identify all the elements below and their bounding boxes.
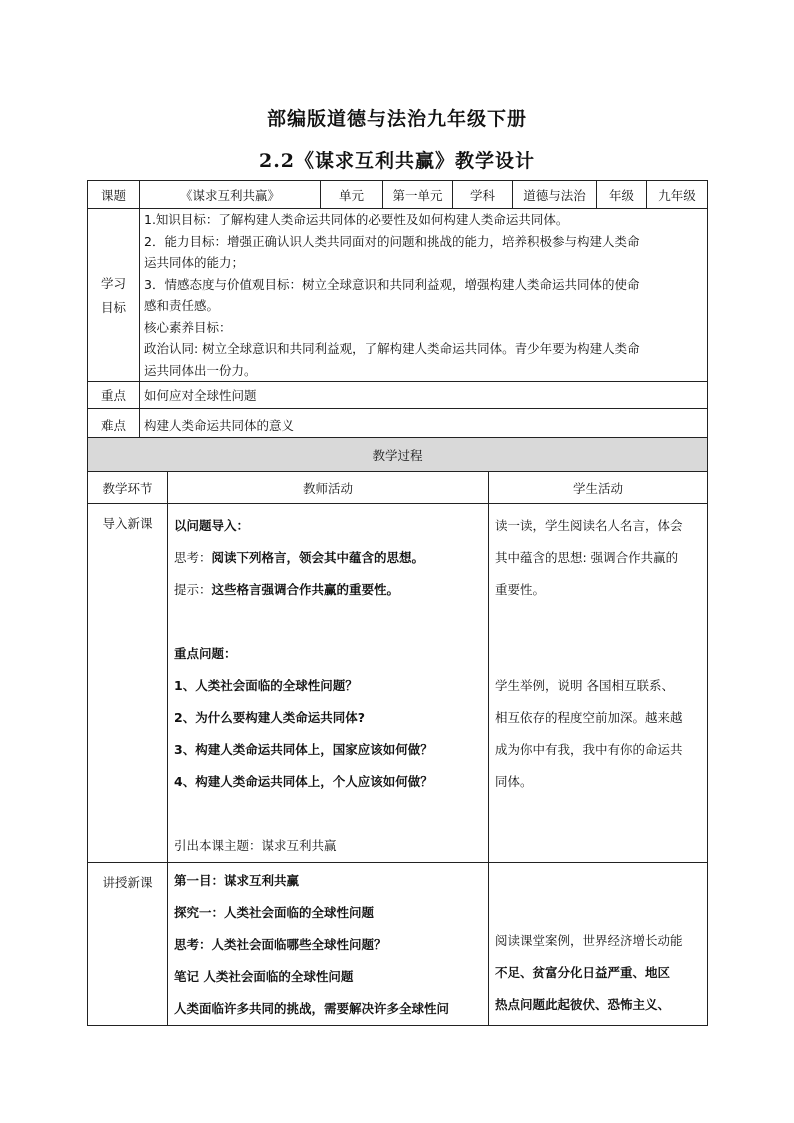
process-header-row	[88, 438, 708, 472]
goal-line: 核心素养目标：	[144, 319, 232, 335]
student-line: 学生举例，说明 各国相互联系、	[495, 678, 674, 693]
intro-teacher-activity	[168, 504, 489, 863]
goal-line: 2．能力目标：增强正确认识人类共同面对的问题和挑战的能力，培养积极参与构建人类命	[144, 233, 640, 249]
intro-teacher-line	[174, 542, 482, 574]
student-line: 成为你中有我，我中有你的命运共	[495, 742, 683, 757]
intro-teacher-line	[174, 574, 482, 606]
goals-label	[88, 209, 140, 382]
intro-teacher-line: 1、人类社会面临的全球性问题？	[174, 678, 358, 693]
document-title-line2: 2.2《谋求互利共赢》教学设计	[258, 150, 536, 172]
lecture-stage: 讲授新课	[88, 863, 168, 1026]
goal-line: 感和责任感。	[144, 298, 220, 313]
lecture-teacher-line: 思考：人类社会面临哪些全球性问题？	[174, 937, 387, 952]
goals-label-line2: 目标	[100, 300, 126, 315]
student-line: 读一读，学生阅读名人名言，体会	[495, 518, 683, 533]
intro-teacher-line: 2、为什么要构建人类命运共同体?	[174, 710, 365, 725]
keti-value: 《谋求互利共赢》	[140, 181, 321, 209]
goal-line: 3．情感态度与价值观目标：树立全球意识和共同利益观，增强构建人类命运共同体的使命	[144, 276, 640, 292]
key-point-row	[88, 382, 708, 409]
intro-teacher-line: 4、构建人类命运共同体上，个人应该如何做？	[174, 774, 433, 789]
intro-teacher-line: 以问题导入：	[174, 518, 250, 533]
intro-teacher-line: 3、构建人类命运共同体上，国家应该如何做？	[174, 742, 433, 757]
goals-label-line1: 学习	[100, 276, 126, 291]
goals-row	[88, 209, 708, 382]
intro-teacher-line: 重点问题：	[174, 646, 237, 661]
process-columns-row	[88, 472, 708, 504]
goal-line: 1.知识目标：了解构建人类命运共同体的必要性及如何构建人类命运共同体。	[144, 212, 569, 227]
student-line: 相互依存的程度空前加深。越来越	[495, 710, 683, 725]
hint-prefix: 提示：	[174, 582, 212, 597]
lecture-teacher-activity	[168, 863, 489, 1026]
lecture-student-activity	[489, 863, 708, 1026]
info-row	[88, 181, 708, 209]
lesson-info-table	[87, 180, 708, 441]
xueke-value: 道德与法治	[513, 181, 597, 209]
student-line-part: 阅读课堂案例，世界经济增长动能	[495, 933, 683, 948]
think-prefix: 思考：	[174, 550, 212, 565]
intro-stage: 导入新课	[88, 504, 168, 863]
xueke-label: 学科	[453, 181, 513, 209]
spacer	[174, 798, 482, 830]
danyuan-value: 第一单元	[383, 181, 453, 209]
difficult-point-label: 难点	[88, 409, 140, 441]
student-line: 不足、贫富分化日益严重、地区	[495, 965, 671, 980]
lecture-teacher-line: 探究一：人类社会面临的全球性问题	[174, 905, 375, 920]
student-line	[495, 925, 701, 957]
keti-label: 课题	[88, 181, 140, 209]
col-student-header: 学生活动	[489, 472, 708, 504]
col-stage-header: 教学环节	[88, 472, 168, 504]
spacer	[495, 606, 701, 670]
student-line: 热点问题此起彼伏、恐怖主义、	[495, 997, 671, 1012]
lecture-teacher-line: 笔记 人类社会面临的全球性问题	[174, 969, 354, 984]
intro-teacher-line: 引出本课主题：谋求互利共赢	[174, 838, 337, 853]
lecture-row	[88, 863, 708, 1026]
process-header: 教学过程	[88, 438, 708, 472]
goals-content	[140, 209, 708, 382]
danyuan-label: 单元	[321, 181, 383, 209]
teaching-process-table	[87, 437, 708, 1026]
spacer	[174, 606, 482, 638]
student-line: 同体。	[495, 774, 533, 789]
think-text: 阅读下列格言，领会其中蕴含的思想。	[211, 550, 425, 565]
goal-line: 运共同体的能力；	[144, 255, 245, 270]
difficult-point-row	[88, 409, 708, 441]
student-line: 其中蕴含的思想: 强调合作共赢的	[495, 550, 679, 565]
student-line: 重要性。	[495, 582, 546, 597]
key-point-label: 重点	[88, 382, 140, 409]
nianji-label: 年级	[597, 181, 647, 209]
key-point-value: 如何应对全球性问题	[140, 382, 708, 409]
lecture-teacher-line: 人类面临许多共同的挑战，需要解决许多全球性问	[174, 1001, 450, 1016]
hint-text: 这些格言强调合作共赢的重要性。	[211, 582, 400, 597]
col-teacher-header: 教师活动	[168, 472, 489, 504]
difficult-point-value: 构建人类命运共同体的意义	[140, 409, 708, 441]
intro-row	[88, 504, 708, 863]
intro-student-activity	[489, 504, 708, 863]
lecture-teacher-line: 第一目：谋求互利共赢	[174, 873, 300, 888]
goal-line: 政治认同: 树立全球意识和共同利益观，了解构建人类命运共同体。青少年要为构建人类命	[144, 341, 640, 356]
goal-line: 运共同体出一份力。	[144, 362, 257, 378]
nianji-value: 九年级	[647, 181, 708, 209]
document-title-line1: 部编版道德与法治九年级下册	[266, 108, 527, 130]
